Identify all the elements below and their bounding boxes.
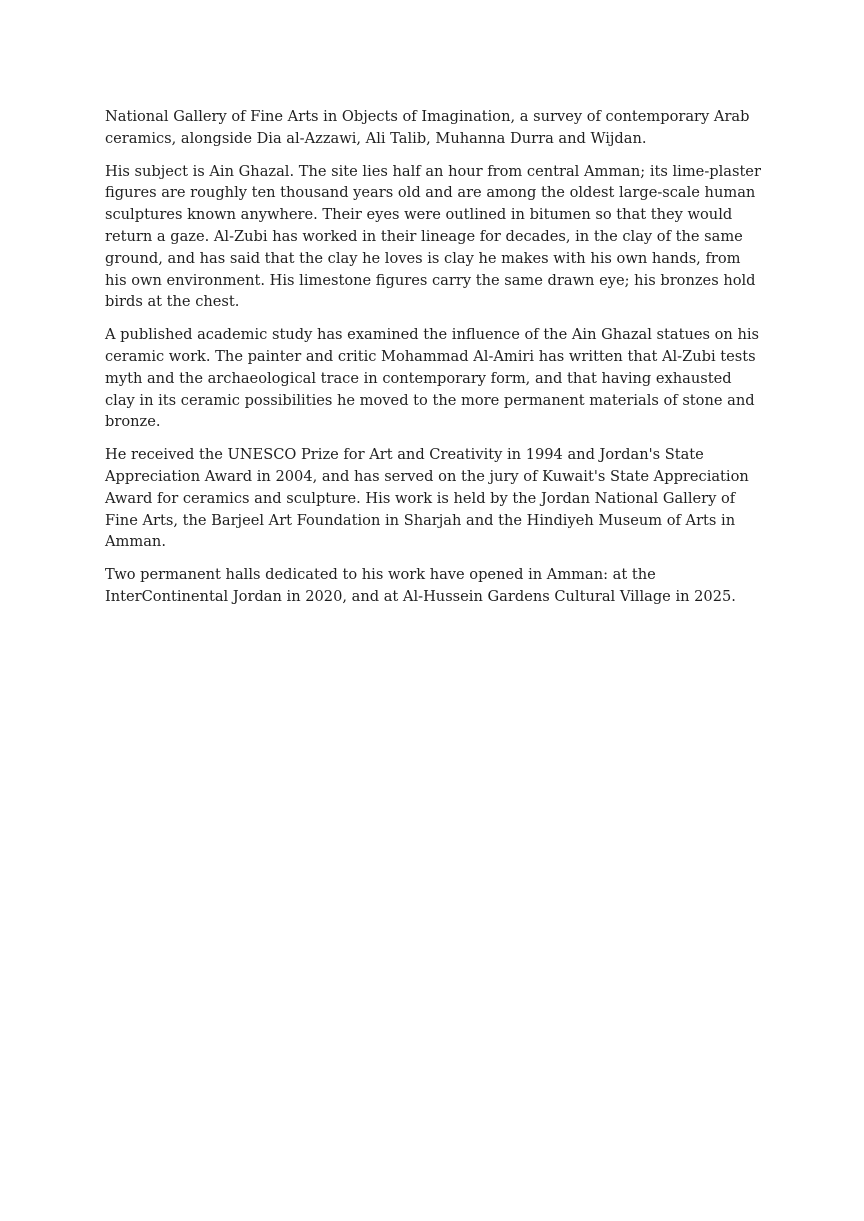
- paragraph-ain-ghazal: His subject is Ain Ghazal. The site lies half an hour from central Amman; its lime-plaster figures are roughly ten thousand years old and are among the oldest large-scale human sculptures known anywhere. Their eyes were outlined in bitumen so that they would return a gaze. Al-Zubi has worked in their lineage for decades, in the clay of the same ground, and has said that the clay he loves is clay he makes with his own hands, from his own environment. His limestone figures carry the same drawn eye; his bronzes hold birds at the chest.: [105, 162, 761, 311]
- paragraph-academic-study: A published academic study has examined the influence of the Ain Ghazal statues on his ceramic work. The painter and critic Mohammad Al-Amiri has written that Al-Zubi tests myth and the archaeological trace in contemporary form, and that having exhausted clay in its ceramic possibilities he moved to the more permanent materials of stone and bronze.: [105, 326, 760, 431]
- paragraph-objects-of-imagination: National Gallery of Fine Arts in Objects of Imagination, a survey of contemporary Arab ceramics, alongside Dia al-Azzawi, Ali Talib, Muhanna Durra and Wijdan.: [105, 108, 750, 147]
- paragraph-awards-collections: He received the UNESCO Prize for Art and Creativity in 1994 and Jordan's State Appreciation Award in 2004, and has served on the jury of Kuwait's State Appreciation Award for ceramics and sculpture. His work is held by the Jordan National Gallery of Fine Arts, the Barjeel Art Foundation in Sharjah and the Hindiyeh Museum of Arts in Amman.: [105, 446, 749, 551]
- document-body: [105, 106, 765, 619]
- paragraph-permanent-halls: Two permanent halls dedicated to his work have opened in Amman: at the InterContinental Jordan in 2020, and at Al-Hussein Gardens Cultural Village in 2025.: [105, 566, 736, 605]
